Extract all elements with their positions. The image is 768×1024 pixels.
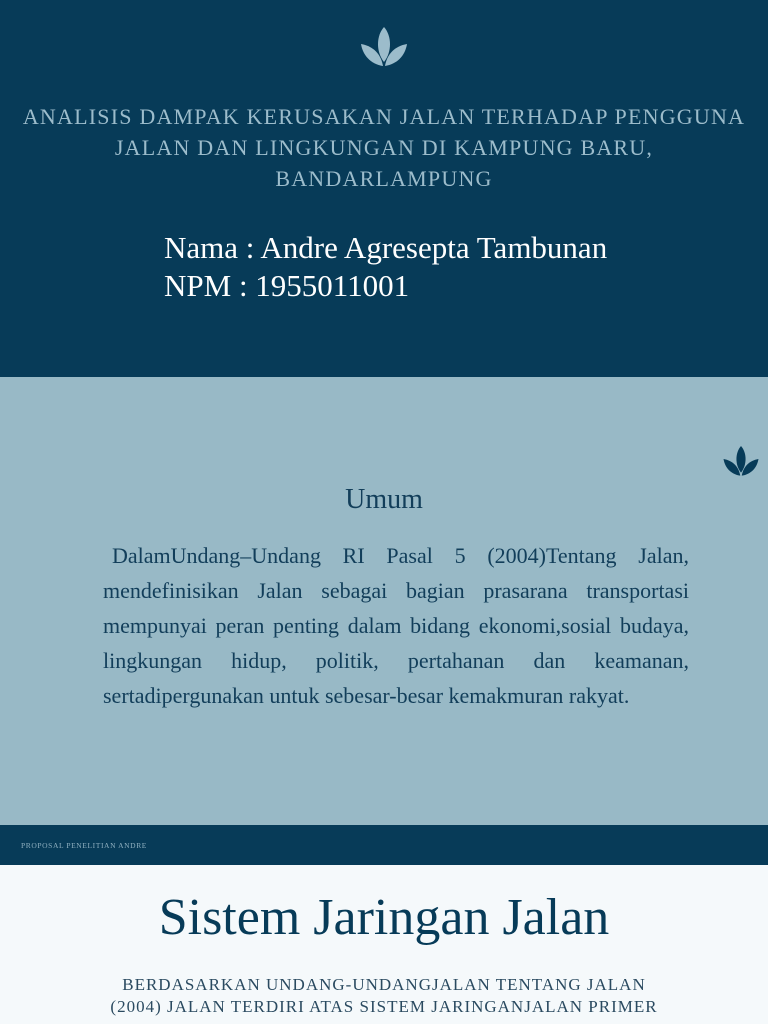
lotus-leaf-icon xyxy=(359,26,409,70)
slide-heading: Sistem Jaringan Jalan xyxy=(158,889,610,946)
presentation-title: ANALISIS DAMPAK KERUSAKAN JALAN TERHADAP PENGGUNA JALAN DAN LINGKUNGAN DI KAMPUNG BARU, BANDARLAMPUNG xyxy=(22,104,746,191)
slide-footer-bar xyxy=(0,825,768,865)
sistem-jaringan-slide xyxy=(0,865,768,1024)
slide-heading: Umum xyxy=(345,484,423,515)
author-info xyxy=(164,229,607,305)
author-name: Nama : Andre Agresepta Tambunan xyxy=(164,230,608,265)
footer-label: PROPOSAL PENELITIAN ANDRE xyxy=(21,841,147,850)
umum-slide xyxy=(0,377,768,825)
lotus-leaf-icon xyxy=(722,445,760,479)
title-slide xyxy=(0,0,768,377)
slide-body-text: DalamUndang–Undang RI Pasal 5 (2004)Tentang Jalan, mendefinisikan Jalan sebagai bagian prasarana transportasi mempunyai peran penting dalam bidang ekonomi,sosial budaya, lingkungan hidup, politik, pertahanan dan keamanan, sertadipergunakan untuk sebesar-besar kemakmuran rakyat. xyxy=(103,543,689,708)
slide-body-text: BERDASARKAN UNDANG-UNDANGJALAN TENTANG JALAN (2004) JALAN TERDIRI ATAS SISTEM JARINGANJALAN PRIMER xyxy=(110,975,658,1016)
author-npm: NPM : 1955011001 xyxy=(164,268,410,303)
